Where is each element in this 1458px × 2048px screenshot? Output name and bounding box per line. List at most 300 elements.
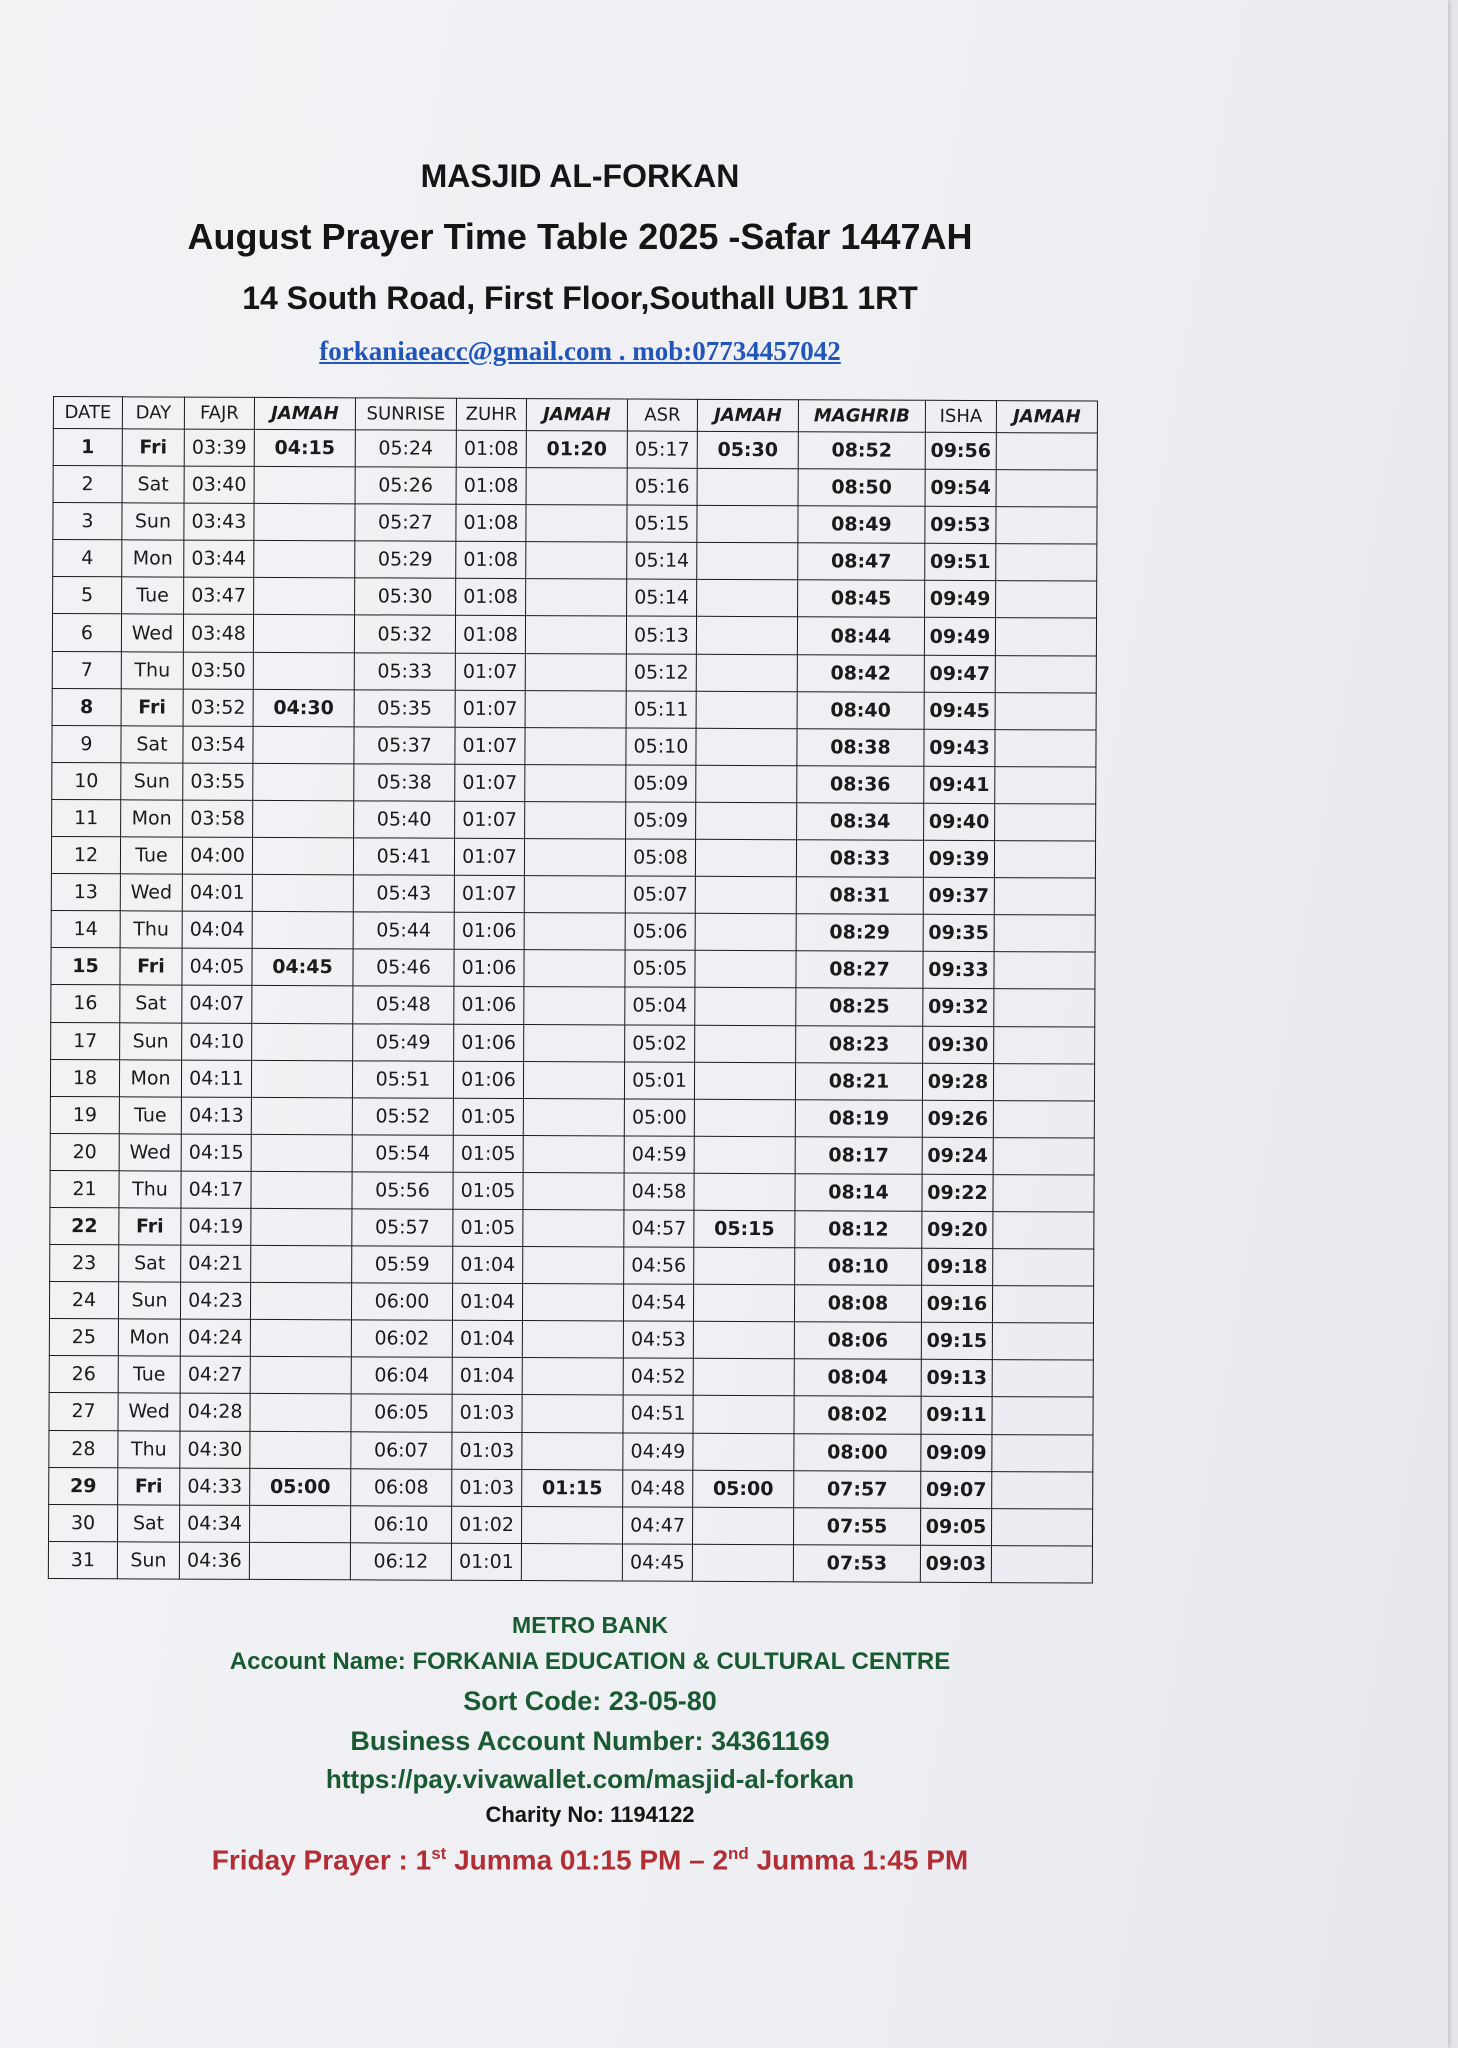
cell-asr-jamah [693,1359,794,1397]
cell-isha-jamah [993,1100,1094,1138]
cell-fajr-jamah [254,578,355,616]
cell-fajr-jamah [251,1097,352,1135]
cell-zuhr: 01:08 [456,504,526,541]
cell-asr: 05:05 [625,950,695,987]
cell-sunrise: 06:10 [350,1506,451,1544]
cell-zuhr: 01:06 [453,1061,523,1098]
cell-zuhr-jamah [525,764,626,802]
table-row [53,577,1097,619]
table-row [51,911,1095,953]
cell-fajr: 04:07 [182,985,252,1022]
cell-asr: 04:48 [623,1470,693,1507]
cell-sunrise: 06:08 [351,1468,452,1506]
cell-isha-jamah [994,989,1095,1027]
cell-fajr-jamah [253,652,354,690]
cell-fajr: 03:44 [184,540,254,577]
cell-asr: 04:58 [624,1173,694,1210]
cell-zuhr: 01:03 [452,1395,522,1432]
cell-asr-jamah [695,1025,796,1063]
cell-zuhr-jamah [524,950,625,988]
cell-isha-jamah [995,729,1096,767]
cell-zuhr: 01:03 [452,1469,522,1506]
cell-date: 1 [53,429,122,466]
cell-asr: 05:10 [626,728,696,765]
cell-maghrib: 08:52 [798,432,925,470]
cell-sunrise: 05:43 [353,875,454,913]
cell-date: 9 [52,725,121,762]
table-row [52,799,1096,841]
cell-zuhr-jamah [525,727,626,765]
cell-asr: 05:13 [626,616,696,653]
cell-fajr: 03:58 [183,800,253,837]
cell-asr-jamah [695,839,796,877]
column-header-zuhr-jamah: JAMAH [526,399,627,431]
cell-isha: 09:43 [924,729,995,766]
cell-sunrise: 05:27 [355,504,456,542]
cell-fajr: 04:13 [181,1097,251,1134]
cell-isha: 09:28 [922,1063,993,1100]
cell-asr: 05:14 [627,579,697,616]
cell-maghrib: 08:27 [796,951,923,989]
cell-zuhr-jamah [522,1284,623,1322]
cell-fajr-jamah [254,541,355,579]
cell-isha: 09:15 [921,1323,992,1360]
cell-asr-jamah [696,765,797,803]
cell-zuhr: 01:07 [455,727,525,764]
cell-zuhr: 01:06 [454,950,524,987]
cell-asr: 05:14 [627,542,697,579]
cell-sunrise: 05:59 [352,1246,453,1284]
cell-fajr: 04:17 [181,1171,251,1208]
cell-sunrise: 05:48 [353,986,454,1024]
table-row [49,1393,1093,1435]
cell-asr-jamah [696,802,797,840]
cell-isha-jamah [994,878,1095,916]
contact-link[interactable]: forkaniaeacc@gmail.com . mob:07734457042 [319,336,841,366]
cell-maghrib: 07:53 [793,1545,920,1583]
table-row [50,1133,1094,1175]
cell-day: Sat [120,985,182,1022]
cell-fajr: 03:50 [183,652,253,689]
cell-day: Tue [120,837,182,874]
cell-fajr: 04:28 [180,1394,250,1431]
table-row [48,1541,1092,1583]
cell-day: Tue [118,1356,180,1393]
cell-sunrise: 05:54 [352,1135,453,1173]
cell-sunrise: 05:40 [354,801,455,839]
cell-sunrise: 05:24 [355,430,456,468]
cell-asr-jamah [696,654,797,692]
table-row [49,1319,1093,1361]
cell-isha-jamah [995,766,1096,804]
cell-day: Mon [118,1319,180,1356]
cell-zuhr-jamah [526,505,627,543]
cell-zuhr: 01:04 [452,1321,522,1358]
table-row [52,651,1096,693]
cell-isha-jamah [994,915,1095,953]
bank-name: METRO BANK [512,1612,668,1638]
table-row [51,1022,1095,1064]
cell-isha-jamah [992,1471,1093,1509]
cell-isha-jamah [994,841,1095,879]
cell-day: Thu [119,1171,181,1208]
cell-fajr: 04:33 [180,1468,250,1505]
cell-asr: 04:59 [624,1136,694,1173]
cell-asr-jamah [693,1284,794,1322]
table-row [50,1170,1094,1212]
column-header-zuhr: ZUHR [456,398,526,430]
cell-day: Wed [120,874,182,911]
cell-fajr-jamah [252,837,353,875]
cell-day: Thu [121,651,183,688]
column-header-fajr: FAJR [184,397,254,429]
cell-zuhr: 01:08 [456,467,526,504]
cell-isha: 09:53 [925,506,996,543]
cell-sunrise: 05:35 [354,689,455,727]
cell-maghrib: 08:00 [794,1433,921,1471]
cell-date: 10 [52,762,121,799]
cell-day: Sat [122,466,184,503]
table-row [53,540,1097,582]
cell-isha-jamah [993,1174,1094,1212]
table-row [52,614,1096,656]
friday-text-part: Friday Prayer : 1 [211,1844,432,1876]
cell-sunrise: 05:26 [355,467,456,505]
cell-day: Sun [122,503,184,540]
cell-sunrise: 05:32 [354,615,455,653]
friday-ordinal-first: st [431,1844,447,1863]
cell-asr-jamah [694,1173,795,1211]
cell-day: Sat [119,1245,181,1282]
cell-isha-jamah [993,1212,1094,1250]
cell-zuhr: 01:06 [454,987,524,1024]
cell-isha-jamah [993,1249,1094,1287]
cell-isha-jamah [996,544,1097,582]
cell-zuhr-jamah [524,913,625,951]
cell-asr: 05:11 [626,691,696,728]
cell-asr-jamah [697,543,798,581]
cell-zuhr-jamah [526,468,627,506]
cell-fajr-jamah [252,874,353,912]
cell-sunrise: 05:49 [353,1023,454,1061]
cell-isha: 09:09 [921,1434,992,1471]
cell-day: Mon [122,540,184,577]
cell-date: 18 [50,1059,119,1096]
cell-isha-jamah [995,655,1096,693]
cell-day: Fri [119,1208,181,1245]
cell-isha-jamah [995,692,1096,730]
friday-prayer-times [0,1844,1180,1876]
cell-zuhr: 01:07 [455,801,525,838]
cell-zuhr: 01:05 [453,1098,523,1135]
column-header-maghrib: MAGHRIB [798,400,925,433]
column-header-sunrise: SUNRISE [355,398,456,430]
cell-day: Thu [118,1430,180,1467]
cell-asr: 04:57 [624,1210,694,1247]
cell-sunrise: 06:12 [350,1543,451,1581]
cell-fajr: 04:19 [181,1208,251,1245]
cell-fajr-jamah [254,466,355,504]
cell-sunrise: 05:52 [352,1098,453,1136]
cell-asr: 05:06 [625,913,695,950]
column-header-fajr-jamah: JAMAH [254,397,355,429]
cell-zuhr-jamah: 01:20 [526,431,627,469]
donation-url[interactable]: https://pay.vivawallet.com/masjid-al-forkan [325,1764,855,1794]
cell-asr: 05:17 [627,431,697,468]
cell-isha: 09:18 [922,1248,993,1285]
cell-date: 11 [52,799,121,836]
cell-fajr-jamah [254,504,355,542]
cell-isha: 09:20 [922,1211,993,1248]
cell-zuhr-jamah [524,876,625,914]
cell-maghrib: 07:55 [793,1507,920,1545]
cell-asr-jamah [695,988,796,1026]
cell-isha-jamah [996,507,1097,545]
table-body [48,429,1097,1583]
cell-maghrib: 08:50 [798,469,925,507]
cell-fajr: 04:04 [182,911,252,948]
cell-zuhr: 01:07 [454,875,524,912]
cell-maghrib: 08:25 [796,988,923,1026]
cell-sunrise: 06:05 [351,1394,452,1432]
cell-date: 25 [49,1319,118,1356]
cell-zuhr-jamah: 01:15 [522,1469,623,1507]
cell-zuhr: 01:01 [451,1543,521,1580]
cell-day: Sun [120,1022,182,1059]
cell-isha: 09:24 [922,1137,993,1174]
cell-isha-jamah [992,1323,1093,1361]
cell-maghrib: 08:33 [796,840,923,878]
cell-zuhr-jamah [525,653,626,691]
cell-fajr: 04:30 [180,1431,250,1468]
cell-zuhr-jamah [523,1098,624,1136]
cell-fajr: 03:52 [183,689,253,726]
cell-fajr-jamah [250,1283,351,1321]
cell-date: 6 [52,614,121,651]
cell-isha: 09:03 [920,1545,991,1582]
cell-fajr-jamah [253,726,354,764]
cell-fajr: 03:55 [183,763,253,800]
cell-asr-jamah [694,1062,795,1100]
cell-fajr: 04:05 [182,948,252,985]
cell-zuhr: 01:08 [456,542,526,579]
cell-day: Wed [121,614,183,651]
cell-fajr-jamah [250,1394,351,1432]
cell-zuhr-jamah [525,690,626,728]
cell-fajr: 04:15 [181,1134,251,1171]
cell-isha: 09:56 [925,432,996,469]
table-row [52,762,1096,804]
cell-isha-jamah [994,1026,1095,1064]
table-row [52,688,1096,730]
cell-zuhr: 01:04 [452,1283,522,1320]
cell-fajr-jamah [251,1208,352,1246]
cell-date: 13 [51,874,120,911]
cell-asr: 05:09 [626,802,696,839]
cell-asr: 04:52 [623,1358,693,1395]
cell-date: 2 [53,466,122,503]
cell-maghrib: 08:02 [794,1396,921,1434]
cell-isha-jamah [992,1397,1093,1435]
cell-sunrise: 06:07 [351,1431,452,1469]
cell-isha-jamah [993,1137,1094,1175]
cell-asr-jamah [696,617,797,655]
cell-isha-jamah [996,581,1097,619]
cell-fajr-jamah [253,800,354,838]
table-row [53,503,1097,545]
cell-fajr-jamah: 04:15 [254,429,355,467]
cell-day: Wed [119,1134,181,1171]
cell-fajr: 03:47 [184,577,254,614]
table-row [49,1467,1093,1509]
cell-maghrib: 08:12 [795,1211,922,1249]
table-row [51,874,1095,916]
cell-zuhr: 01:08 [456,579,526,616]
cell-isha: 09:40 [924,803,995,840]
cell-isha: 09:30 [923,1026,994,1063]
cell-fajr: 03:43 [184,503,254,540]
cell-asr: 05:08 [625,839,695,876]
cell-sunrise: 05:29 [355,541,456,579]
cell-asr-jamah [695,914,796,952]
cell-isha-jamah [991,1545,1092,1583]
cell-isha: 09:16 [921,1285,992,1322]
cell-fajr: 04:00 [182,837,252,874]
cell-date: 26 [49,1356,118,1393]
cell-date: 5 [53,577,122,614]
cell-asr: 05:02 [625,1025,695,1062]
cell-date: 3 [53,503,122,540]
cell-date: 24 [49,1282,118,1319]
cell-maghrib: 08:19 [795,1099,922,1137]
friday-text-part: Jumma 1:45 PM [748,1844,969,1876]
cell-asr: 05:09 [626,765,696,802]
cell-zuhr-jamah [523,1135,624,1173]
cell-asr: 05:01 [624,1062,694,1099]
cell-isha: 09:45 [924,692,995,729]
cell-fajr-jamah: 05:00 [250,1468,351,1506]
cell-zuhr: 01:02 [451,1506,521,1543]
cell-asr: 05:04 [625,987,695,1024]
cell-sunrise: 06:04 [351,1357,452,1395]
cell-sunrise: 05:38 [354,764,455,802]
cell-date: 8 [52,688,121,725]
cell-asr: 04:56 [624,1247,694,1284]
cell-maghrib: 08:14 [795,1174,922,1212]
cell-isha: 09:22 [922,1174,993,1211]
account-number: Business Account Number: 34361169 [350,1726,830,1756]
cell-day: Thu [120,911,182,948]
cell-fajr-jamah [252,1023,353,1061]
cell-asr-jamah [692,1544,793,1582]
cell-date: 28 [49,1430,118,1467]
cell-maghrib: 08:10 [795,1248,922,1286]
cell-zuhr-jamah [522,1395,623,1433]
cell-asr-jamah [693,1433,794,1471]
column-header-date: DATE [53,397,122,429]
cell-zuhr-jamah [521,1506,622,1544]
cell-asr-jamah [694,1247,795,1285]
cell-maghrib: 08:38 [797,728,924,766]
cell-maghrib: 08:44 [797,617,924,655]
cell-day: Mon [121,800,183,837]
cell-date: 30 [49,1504,118,1541]
table-row [52,725,1096,767]
cell-day: Sun [117,1542,179,1579]
cell-sunrise: 05:46 [353,949,454,987]
column-header-asr-jamah: JAMAH [697,399,798,431]
cell-isha: 09:54 [925,469,996,506]
cell-isha-jamah [996,433,1097,471]
cell-fajr: 04:24 [180,1319,250,1356]
cell-isha: 09:26 [922,1100,993,1137]
cell-zuhr: 01:06 [454,912,524,949]
table-row [53,429,1097,471]
cell-sunrise: 05:44 [353,912,454,950]
sort-code: Sort Code: 23-05-80 [463,1686,717,1716]
cell-date: 15 [51,948,120,985]
cell-maghrib: 08:21 [795,1062,922,1100]
cell-asr: 05:15 [627,505,697,542]
cell-asr: 05:12 [626,654,696,691]
table-row [51,837,1095,879]
cell-maghrib: 08:08 [794,1285,921,1323]
cell-asr-jamah: 05:15 [694,1210,795,1248]
friday-text-part: Jumma 01:15 PM – 2 [446,1844,729,1876]
cell-zuhr: 01:07 [455,690,525,727]
cell-zuhr: 01:04 [453,1246,523,1283]
column-header-day: DAY [122,397,184,429]
cell-fajr: 04:11 [181,1060,251,1097]
cell-fajr-jamah: 04:45 [252,949,353,987]
cell-isha: 09:49 [925,581,996,618]
cell-sunrise: 06:00 [351,1283,452,1321]
table-row [50,1059,1094,1101]
cell-asr: 04:51 [623,1395,693,1432]
cell-fajr-jamah [251,1060,352,1098]
cell-isha-jamah [992,1286,1093,1324]
column-header-asr: ASR [627,399,697,431]
cell-isha-jamah [995,618,1096,656]
cell-asr: 05:16 [627,468,697,505]
cell-fajr: 04:10 [182,1023,252,1060]
table-header-row [53,397,1097,434]
cell-isha: 09:51 [925,544,996,581]
cell-asr-jamah [694,1136,795,1174]
cell-zuhr-jamah [524,1024,625,1062]
cell-isha-jamah [992,1360,1093,1398]
cell-zuhr: 01:07 [455,653,525,690]
cell-date: 19 [50,1096,119,1133]
cell-zuhr: 01:05 [453,1135,523,1172]
cell-zuhr: 01:04 [452,1358,522,1395]
page-title: August Prayer Time Table 2025 -Safar 1447AH [187,216,973,257]
cell-fajr-jamah [253,763,354,801]
cell-sunrise: 05:41 [353,838,454,876]
cell-zuhr: 01:08 [455,616,525,653]
cell-zuhr-jamah [523,1172,624,1210]
cell-asr-jamah: 05:00 [693,1470,794,1508]
cell-zuhr-jamah [524,839,625,877]
cell-day: Fri [121,688,183,725]
cell-fajr: 04:27 [180,1356,250,1393]
cell-date: 22 [50,1207,119,1244]
cell-day: Fri [120,948,182,985]
cell-day: Wed [118,1393,180,1430]
cell-date: 23 [50,1245,119,1282]
cell-zuhr-jamah [526,579,627,617]
cell-sunrise: 05:51 [352,1060,453,1098]
